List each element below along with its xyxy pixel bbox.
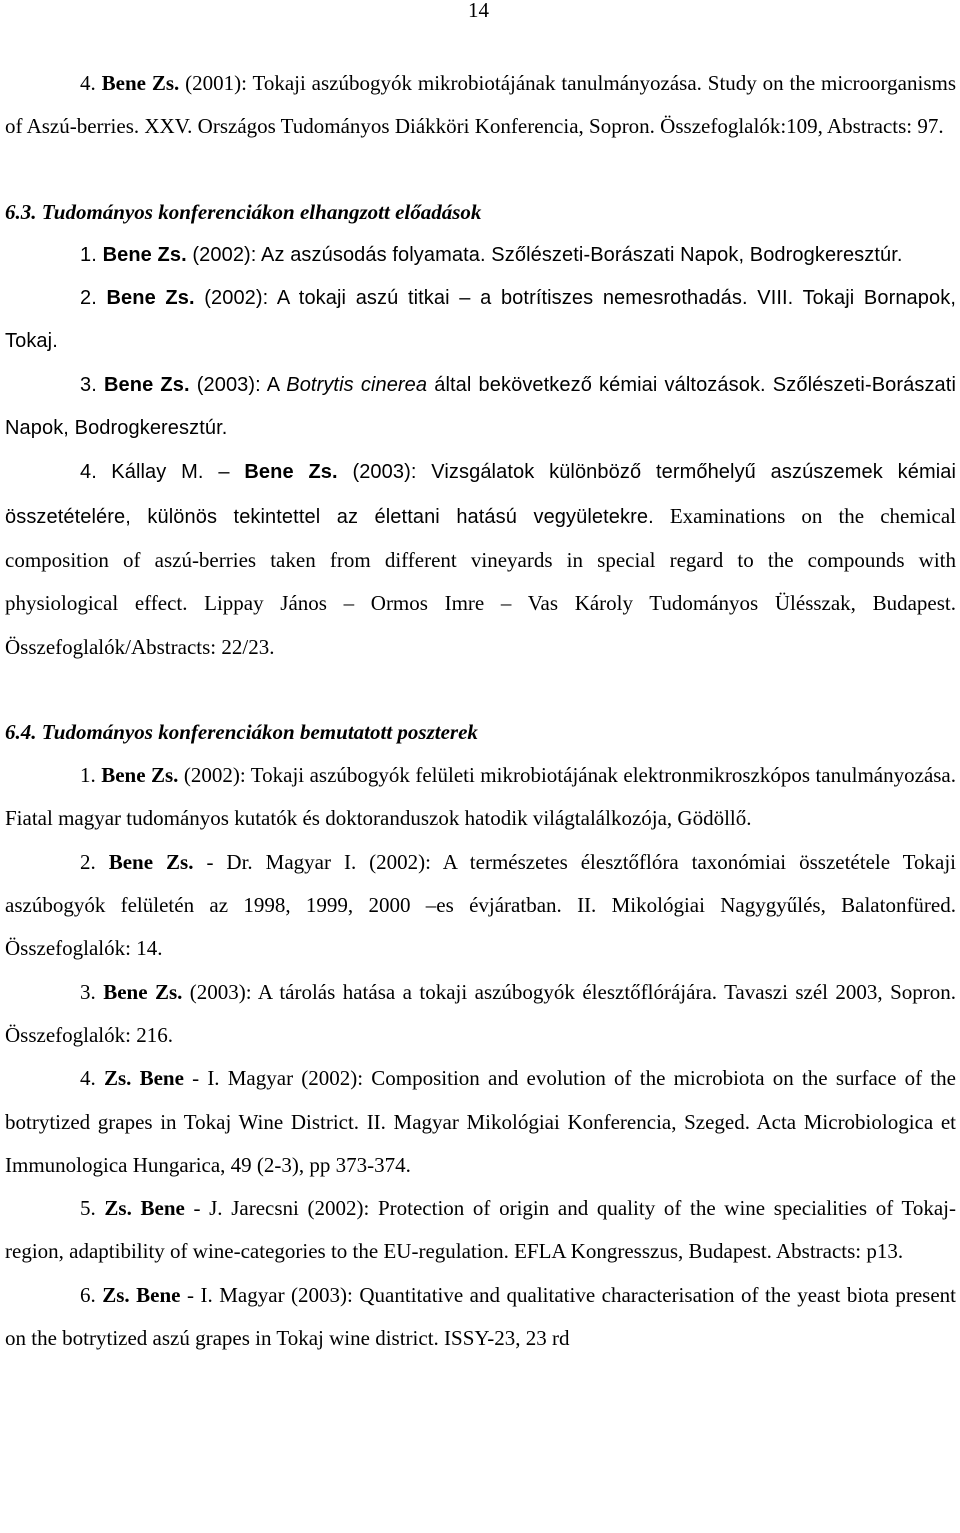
document-body (5, 62, 956, 1360)
page-number: 14 (468, 0, 489, 22)
section-heading-6-4: 6.4. Tudományos konferenciákon bemutatott poszterek (5, 719, 478, 744)
reference-number: 1. (80, 763, 96, 788)
reference-item (5, 1057, 956, 1187)
reference-number: 4. (80, 461, 97, 484)
reference-author: Bene Zs. (103, 979, 183, 1004)
reference-number: 5. (80, 1196, 96, 1221)
reference-text-english: Examinations on the chemical composition of aszú-berries taken from different vineyards in special regard to the compounds with physiological effect. Lippay János – Ormos Imre – Vas Károly Tudományos Ülésszak, Budapest. Összefoglalók/Abstracts: 22/23. (5, 503, 956, 659)
reference-text: (2003): A tárolás hatása a tokaji aszúbogyók élesztőflórájára. Tavaszi szél 2003, Sopron. Összefoglalók: 216. (5, 979, 957, 1047)
reference-item (5, 754, 956, 841)
reference-number: 2. (80, 287, 97, 310)
reference-author: Bene Zs. (101, 763, 179, 788)
reference-author: Bene Zs. (104, 373, 190, 396)
reference-number: 2. (80, 849, 96, 874)
reference-item (5, 62, 956, 149)
reference-text: (2002): Az aszúsodás folyamata. Szőlészeti-Borászati Napok, Bodrogkeresztúr. (186, 243, 903, 266)
reference-text-hungarian: (2003): Vizsgálatok különböző termőhelyű aszúszemek kémiai összetételére, különös tekintettel az élettani hatású vegyületekre. (5, 461, 957, 528)
reference-number: 4. (80, 1066, 96, 1091)
reference-number: 4. (80, 71, 96, 95)
reference-number: 6. (80, 1282, 96, 1307)
reference-item (5, 364, 956, 451)
reference-item (5, 1274, 956, 1361)
reference-author: Zs. Bene (103, 1066, 184, 1091)
reference-author: Bene Zs. (244, 461, 338, 484)
reference-item (5, 971, 956, 1058)
reference-item (5, 450, 956, 668)
reference-author: Zs. Bene (104, 1196, 185, 1221)
reference-text: által bekövetkező kémiai változások. Szőlészeti-Borászati Napok, Bodrogkeresztúr. (5, 373, 956, 440)
reference-item (5, 841, 956, 971)
reference-author: Bene Zs. (101, 71, 180, 95)
reference-text: - Dr. Magyar I. (2002): A természetes élesztőflóra taxonómiai összetétele Tokaji aszúbogyók felületén az 1998, 1999, 2000 –es évjáratban. II. Mikológiai Nagygyűlés, Balatonfüred. Összefoglalók: 14. (5, 849, 957, 961)
reference-species-name: Botrytis cinerea (286, 373, 428, 396)
reference-text: (2003): A (189, 373, 287, 396)
reference-item (5, 234, 956, 277)
reference-text: (2001): Tokaji aszúbogyók mikrobiotájának tanulmányozása. Study on the microorganisms of Aszú-berries. XXV. Országos Tudományos Diákköri Konferencia, Sopron. Összefoglalók:109, Abstracts: 97. (5, 71, 956, 139)
reference-text: - I. Magyar (2003): Quantitative and qualitative characterisation of the yeast biota present on the botrytized aszú grapes in Tokaj wine district. ISSY-23, 23 rd (5, 1282, 956, 1351)
reference-number: 1. (80, 243, 97, 266)
reference-coauthor: Kállay M. – (111, 461, 245, 484)
reference-author: Bene Zs. (102, 243, 187, 266)
section-heading-6-3: 6.3. Tudományos konferenciákon elhangzott előadások (5, 199, 482, 224)
reference-number: 3. (80, 373, 97, 396)
reference-text: - J. Jarecsni (2002): Protection of origin and quality of the wine specialities of Tokaj-region, adaptibility of wine-categories to the EU-regulation. EFLA Kongresszus, Budapest. Abstracts: p13. (5, 1196, 956, 1264)
reference-number: 3. (80, 979, 96, 1004)
reference-author: Zs. Bene (102, 1282, 181, 1307)
reference-text: - I. Magyar (2002): Composition and evolution of the microbiota on the surface of the botrytized grapes in Tokaj Wine District. II. Magyar Mikológiai Konferencia, Szeged. Acta Microbiologica et Immunologica Hungarica, 49 (2-3), pp 373-374. (5, 1066, 956, 1177)
reference-item (5, 1187, 956, 1274)
reference-item (5, 277, 956, 364)
reference-author: Bene Zs. (108, 849, 194, 874)
reference-author: Bene Zs. (106, 287, 195, 310)
reference-text: (2002): Tokaji aszúbogyók felületi mikrobiotájának elektronmikroszkópos tanulmányozása. Fiatal magyar tudományos kutatók és doktoranduszok hatodik világtalálkozója, Gödöllő. (5, 763, 957, 831)
reference-text: (2002): A tokaji aszú titkai – a botrítiszes nemesrothadás. VIII. Tokaji Bornapok, Tokaj. (5, 287, 956, 353)
